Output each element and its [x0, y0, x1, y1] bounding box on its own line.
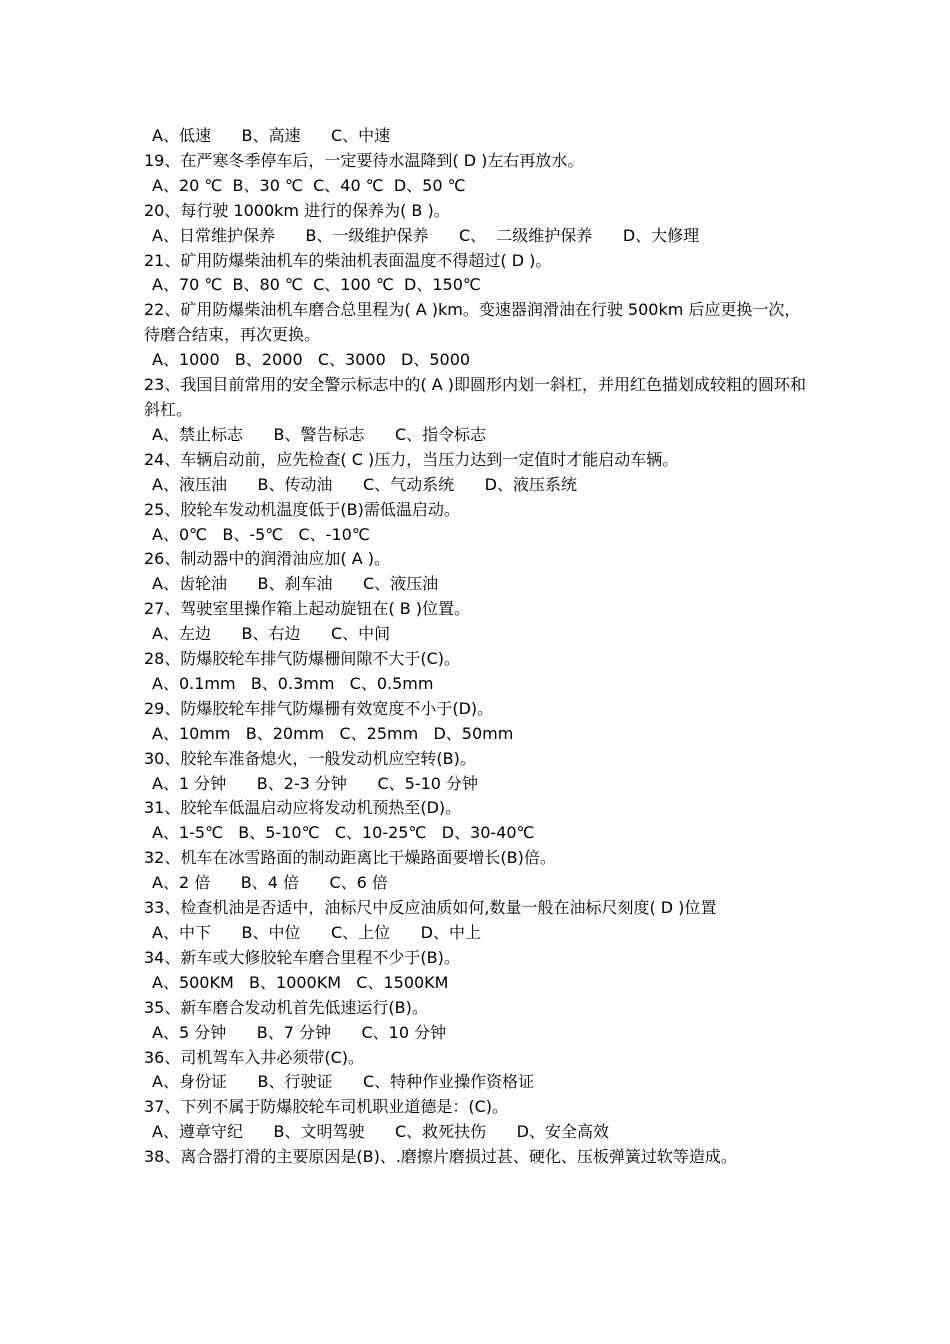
- question-text: 33、检查机油是否适中，油标尺中反应油质如何,数量一般在油标尺刻度( D )位置: [144, 898, 717, 918]
- question-text: 21、矿用防爆柴油机车的柴油机表面温度不得超过( D )。: [144, 250, 552, 270]
- answer-options: A、身份证 B、行驶证 C、特种作业操作资格证: [152, 1072, 535, 1092]
- answer-options: A、左边 B、右边 C、中间: [152, 624, 391, 644]
- question-text: 22、矿用防爆柴油机车磨合总里程为( A )km。变速器润滑油在行驶 500km 后应更换一次，待磨合结束，再次更换。: [144, 300, 801, 345]
- question-text: 32、机车在冰雪路面的制动距离比干燥路面要增长(B)倍。: [144, 848, 556, 868]
- question-text: 27、驾驶室里操作箱上起动旋钮在( B )位置。: [144, 599, 470, 619]
- answer-options: A、齿轮油 B、刹车油 C、液压油: [152, 574, 439, 594]
- answer-options: A、0℃ B、-5℃ C、-10℃: [152, 524, 370, 544]
- answer-options: A、70 ℃ B、80 ℃ C、100 ℃ D、150℃: [152, 275, 481, 295]
- question-text: 36、司机驾车入井必须带(C)。: [144, 1047, 365, 1067]
- document-body: [144, 124, 814, 1170]
- answer-options: A、500KM B、1000KM C、1500KM: [152, 972, 449, 992]
- question-text: 34、新车或大修胶轮车磨合里程不少于(B)。: [144, 947, 460, 967]
- answer-options: A、遵章守纪 B、文明驾驶 C、救死扶伤 D、安全高效: [152, 1122, 609, 1142]
- answer-options: A、10mm B、20mm C、25mm D、50mm: [152, 723, 514, 743]
- answer-options: A、1000 B、2000 C、3000 D、5000: [152, 350, 471, 370]
- answer-options: A、1 分钟 B、2-3 分钟 C、5-10 分钟: [152, 773, 479, 793]
- answer-options: A、2 倍 B、4 倍 C、6 倍: [152, 873, 388, 893]
- answer-options: A、0.1mm B、0.3mm C、0.5mm: [152, 673, 434, 693]
- answer-options: A、中下 B、中位 C、上位 D、中上: [152, 923, 481, 942]
- question-text: 35、新车磨合发动机首先低速运行(B)。: [144, 997, 428, 1017]
- question-text: 37、下列不属于防爆胶轮车司机职业道德是：(C)。: [144, 1097, 509, 1117]
- question-text: 28、防爆胶轮车排气防爆栅间隙不大于(C)。: [144, 649, 461, 669]
- answer-options: A、20 ℃ B、30 ℃ C、40 ℃ D、50 ℃: [152, 175, 466, 195]
- question-text: 25、胶轮车发动机温度低于(B)需低温启动。: [144, 499, 460, 519]
- question-text: 38、离合器打滑的主要原因是(B)、.磨擦片磨损过甚、硬化、压板弹簧过软等造成。: [144, 1147, 737, 1167]
- answer-options: A、日常维护保养 B、一级维护保养 C、 二级维护保养 D、大修理: [152, 225, 700, 245]
- question-text: 20、每行驶 1000km 进行的保养为( B )。: [144, 200, 450, 220]
- answer-options: A、低速 B、高速 C、中速: [152, 126, 391, 145]
- question-text: 19、在严寒冬季停车后，一定要待水温降到( D )左右再放水。: [144, 150, 584, 170]
- answer-options: A、5 分钟 B、7 分钟 C、10 分钟: [152, 1022, 447, 1042]
- question-text: 31、胶轮车低温启动应将发动机预热至(D)。: [144, 798, 462, 818]
- question-text: 24、车辆启动前，应先检查( C )压力，当压力达到一定值时才能启动车辆。: [144, 449, 679, 469]
- answer-options: A、禁止标志 B、警告标志 C、指令标志: [152, 424, 487, 444]
- question-text: 23、我国目前常用的安全警示标志中的( A )即圆形内划一斜杠，并用红色描划成较粗的圆环和斜杠。: [144, 375, 806, 419]
- answer-options: A、1-5℃ B、5-10℃ C、10-25℃ D、30-40℃: [152, 823, 535, 843]
- answer-options: A、液压油 B、传动油 C、气动系统 D、液压系统: [152, 474, 577, 494]
- question-text: 26、制动器中的润滑油应加( A )。: [144, 549, 390, 569]
- question-text: 30、胶轮车准备熄火，一般发动机应空转(B)。: [144, 748, 476, 768]
- question-text: 29、防爆胶轮车排气防爆栅有效宽度不小于(D)。: [144, 698, 494, 718]
